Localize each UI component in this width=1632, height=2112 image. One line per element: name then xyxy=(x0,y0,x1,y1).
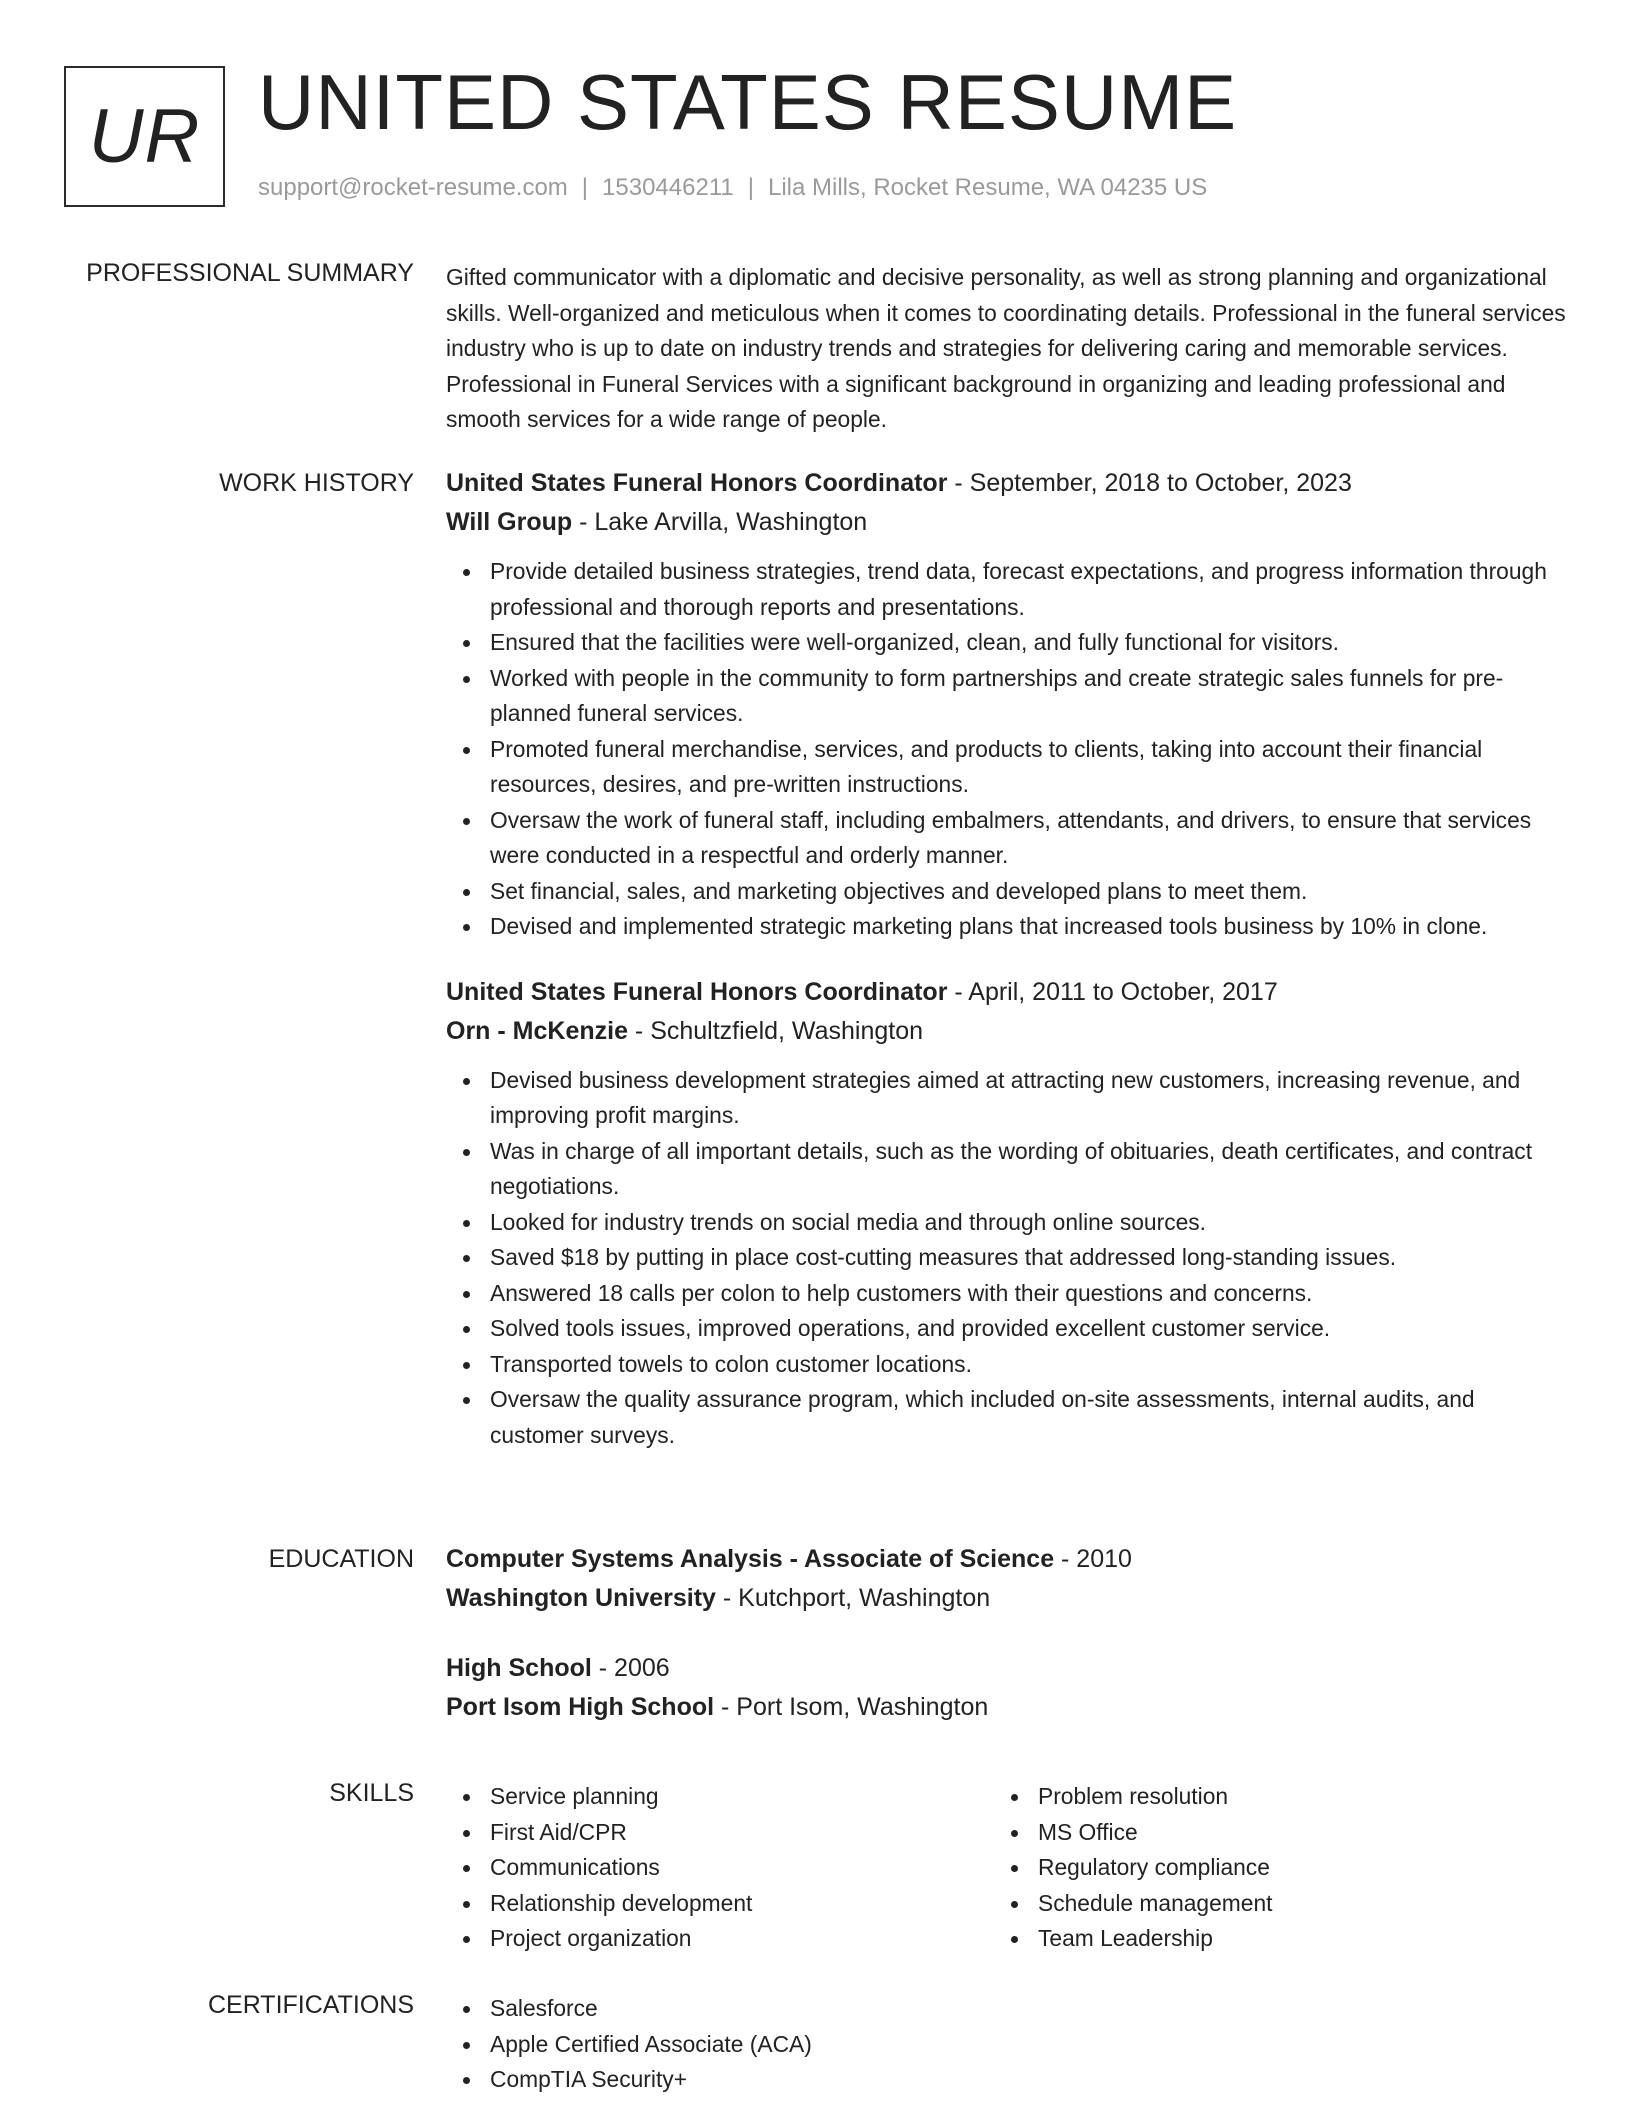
job-bullets xyxy=(446,1063,1566,1454)
school: Washington University xyxy=(446,1584,716,1612)
job-company-line xyxy=(446,1012,1566,1051)
degree-year: - 2010 xyxy=(1054,1545,1132,1573)
list-item: Oversaw the quality assurance program, which included on-site assessments, internal audits, and customer surveys. xyxy=(446,1382,1566,1453)
list-item: Promoted funeral merchandise, services, and products to clients, taking into account their financial resources, desires, and pre-written instructions. xyxy=(446,732,1566,803)
contact-separator: | xyxy=(581,174,589,201)
school: Port Isom High School xyxy=(446,1693,715,1721)
contact-line xyxy=(258,174,1207,202)
contact-email: support@rocket-resume.com xyxy=(258,174,568,201)
skills-list-left xyxy=(446,1779,994,1957)
certifications-list xyxy=(446,1991,1566,2098)
skills-heading: SKILLS xyxy=(329,1779,414,1807)
job-dates: - April, 2011 to October, 2017 xyxy=(947,977,1278,1006)
list-item: Devised and implemented strategic marketing plans that increased tools business by 10% in clone. xyxy=(446,909,1566,945)
monogram-logo: UR xyxy=(64,66,225,207)
list-item: Was in charge of all important details, such as the wording of obituaries, death certificates, and contract negotiations. xyxy=(446,1134,1566,1205)
job-entry xyxy=(446,464,1566,945)
list-item: Saved $18 by putting in place cost-cutting measures that addressed long-standing issues. xyxy=(446,1240,1566,1276)
degree: Computer Systems Analysis - Associate of Science xyxy=(446,1545,1055,1573)
job-location: - Schultzfield, Washington xyxy=(627,1016,924,1045)
list-item: Schedule management xyxy=(994,1886,1542,1922)
list-item: Regulatory compliance xyxy=(994,1850,1542,1886)
certifications-heading: CERTIFICATIONS xyxy=(207,1991,414,2019)
contact-separator: | xyxy=(747,174,754,201)
list-item: Worked with people in the community to form partnerships and create strategic sales funnels for pre-planned funeral services. xyxy=(446,661,1566,732)
job-company: Orn - McKenzie xyxy=(446,1016,628,1045)
list-item: Project organization xyxy=(446,1921,994,1957)
education-heading: EDUCATION xyxy=(268,1545,414,1573)
job-location: - Lake Arvilla, Washington xyxy=(572,508,868,536)
job-bullets xyxy=(446,554,1566,945)
degree: High School xyxy=(446,1654,592,1682)
list-item: Communications xyxy=(446,1850,994,1886)
degree-year: - 2006 xyxy=(591,1654,670,1682)
job-company: Will Group xyxy=(446,508,573,536)
school-line xyxy=(446,1688,1566,1727)
list-item: Problem resolution xyxy=(994,1779,1542,1815)
list-item: Ensured that the facilities were well-organized, clean, and fully functional for visitors. xyxy=(446,625,1566,661)
list-item: Transported towels to colon customer locations. xyxy=(446,1347,1566,1383)
school-location: - Kutchport, Washington xyxy=(715,1584,991,1612)
school-location: - Port Isom, Washington xyxy=(714,1693,989,1721)
list-item: Provide detailed business strategies, trend data, forecast expectations, and progress information through professional and thorough reports and presentations. xyxy=(446,554,1566,625)
school-line xyxy=(446,1579,1566,1618)
contact-phone: 1530446211 xyxy=(602,174,734,201)
list-item: Devised business development strategies aimed at attracting new customers, increasing revenue, and improving profit margins. xyxy=(446,1063,1566,1134)
list-item: Relationship development xyxy=(446,1886,994,1922)
list-item: CompTIA Security+ xyxy=(446,2062,1566,2098)
degree-line xyxy=(446,1649,1566,1688)
job-title: United States Funeral Honors Coordinator xyxy=(446,469,948,497)
job-title: United States Funeral Honors Coordinator xyxy=(446,977,948,1006)
list-item: Looked for industry trends on social media and through online sources. xyxy=(446,1205,1566,1241)
resume-title: UNITED STATES RESUME xyxy=(258,58,1238,146)
degree-line xyxy=(446,1540,1566,1579)
job-title-line xyxy=(446,464,1566,503)
list-item: Answered 18 calls per colon to help customers with their questions and concerns. xyxy=(446,1276,1566,1312)
list-item: Team Leadership xyxy=(994,1921,1542,1957)
list-item: Oversaw the work of funeral staff, including embalmers, attendants, and drivers, to ensure that services were conducted in a respectful and orderly manner. xyxy=(446,803,1566,874)
list-item: Set financial, sales, and marketing objectives and developed plans to meet them. xyxy=(446,874,1566,910)
skills-list-right xyxy=(994,1779,1542,1957)
job-dates: - September, 2018 to October, 2023 xyxy=(947,469,1352,497)
list-item: Solved tools issues, improved operations, and provided excellent customer service. xyxy=(446,1311,1566,1347)
education-entry xyxy=(446,1540,1566,1618)
list-item: First Aid/CPR xyxy=(446,1815,994,1851)
job-entry xyxy=(446,973,1566,1454)
list-item: Salesforce xyxy=(446,1991,1566,2027)
list-item: Service planning xyxy=(446,1779,994,1815)
summary-heading: PROFESSIONAL SUMMARY xyxy=(86,259,414,287)
summary-text: Gifted communicator with a diplomatic and decisive personality, as well as strong planning and organizational skills. Well-organized and meticulous when it comes to coordinating details. Professional in the funeral services industry who is up to date on industry trends and strategies for delivering caring and memorable services. Professional in Funeral Services with a significant background in organizing and leading professional and smooth services for a wide range of people. xyxy=(446,264,1566,432)
job-title-line xyxy=(446,973,1566,1012)
job-company-line xyxy=(446,503,1566,542)
list-item: MS Office xyxy=(994,1815,1542,1851)
list-item: Apple Certified Associate (ACA) xyxy=(446,2027,1566,2063)
work-history-heading: WORK HISTORY xyxy=(219,469,414,497)
education-entry xyxy=(446,1649,1566,1727)
contact-address: Lila Mills, Rocket Resume, WA 04235 US xyxy=(767,174,1208,201)
